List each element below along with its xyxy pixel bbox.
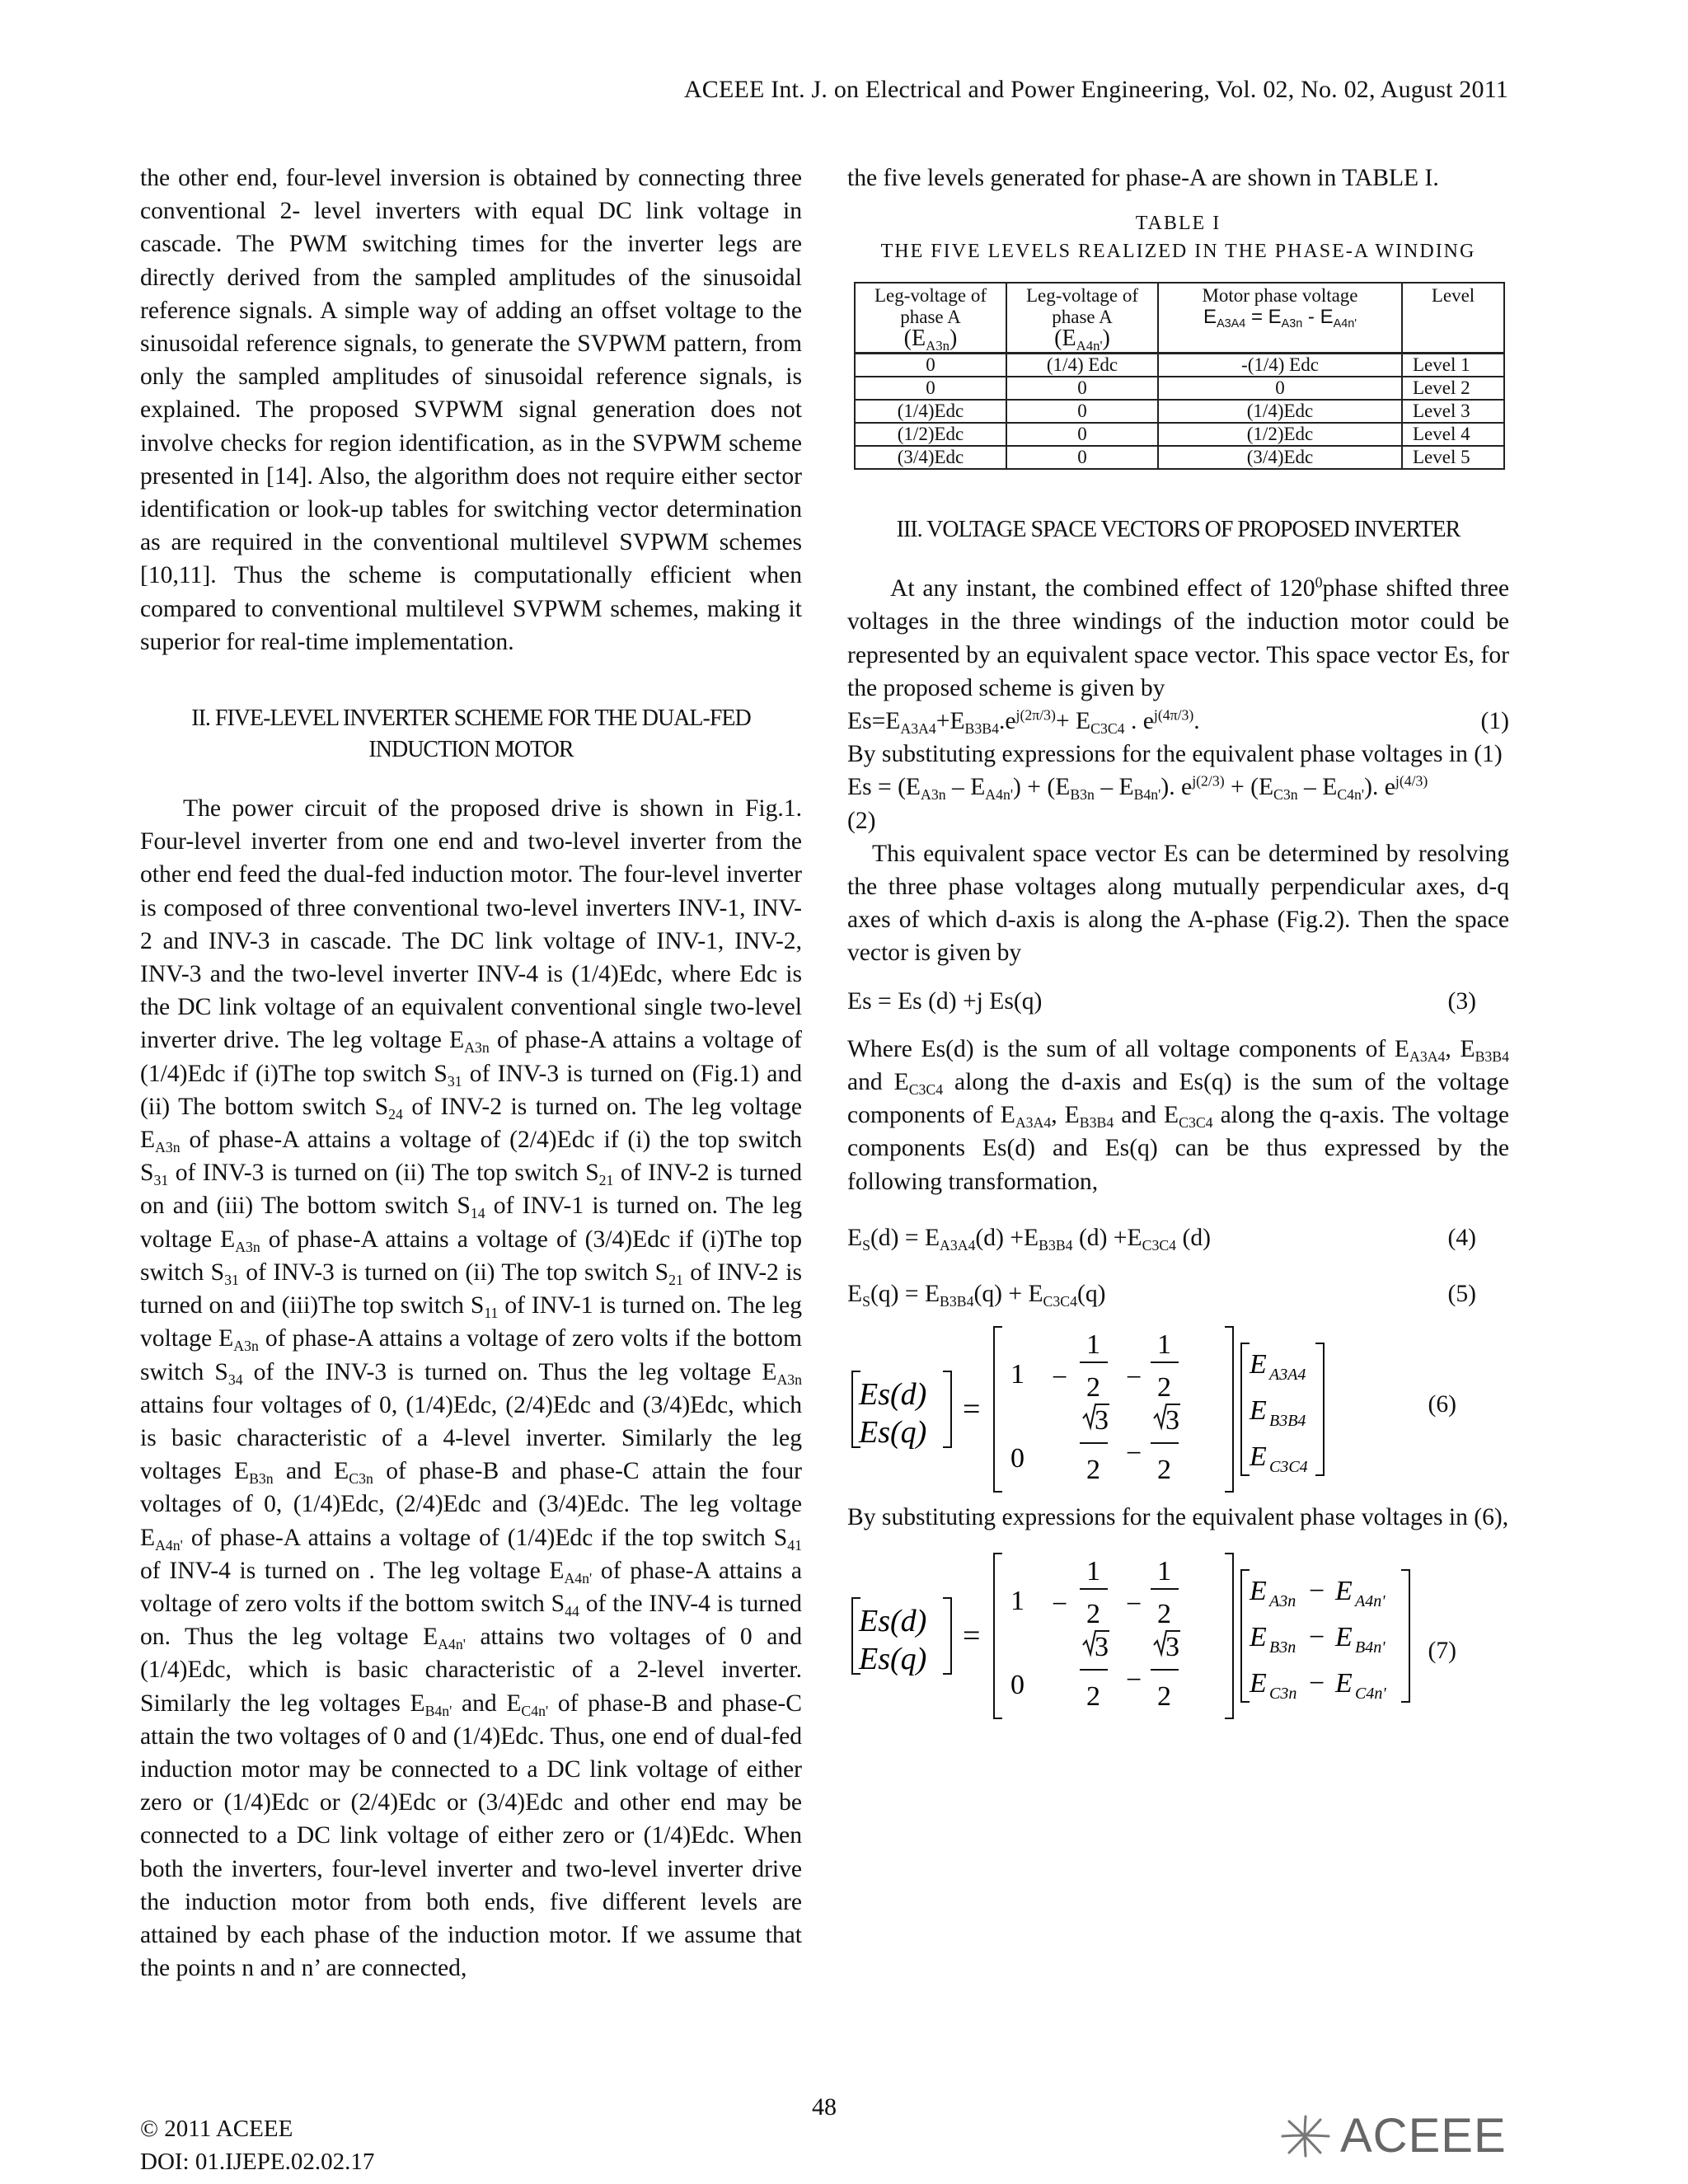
svg-text:2: 2: [1086, 1455, 1100, 1486]
svg-text:E: E: [1250, 1622, 1267, 1653]
svg-text:3: 3: [1165, 1632, 1179, 1663]
table-cell: (1/4) Edc: [1006, 354, 1158, 377]
svg-text:E: E: [1250, 1668, 1267, 1699]
svg-text:1: 1: [1086, 1329, 1100, 1361]
table-cell: 0: [1006, 423, 1158, 446]
equation-7: [847, 1552, 1509, 1721]
equation-4: $E_S(d) = E_{A3A4}(d) +E_{B3B4}$ $(d) +E_{C3C4}$ (d) (4): [847, 1221, 1509, 1254]
svg-text:−: −: [1309, 1668, 1325, 1699]
doi: DOI: 01.IJEPE.02.02.17: [140, 2149, 375, 2175]
right-paragraph-3: This equivalent space vector Es can be determined by resolving the three phase voltages along mutually perpendicular axes, d-q axes of which d-axis is along the A-phase (Fig.2). Then the space vector is given by: [847, 840, 1509, 967]
svg-text:B4n': B4n': [1355, 1638, 1386, 1657]
svg-text:A3A4: A3A4: [1269, 1366, 1306, 1385]
right-intro: the five levels generated for phase-A are shown in TABLE I.: [847, 165, 1439, 191]
equation-1: $Es=E_{A3A4}+E_{B3B4}.e^{j(2\pi/3)}+ E_{C3C4}$ . $e^{j(4\pi/3)}$. (1): [847, 705, 1509, 738]
levels-table: [854, 282, 1505, 470]
table-cell: 0: [1006, 400, 1158, 423]
svg-text:Es(q): Es(q): [859, 1415, 927, 1451]
table-cell: 0: [1158, 377, 1402, 400]
svg-text:2: 2: [1086, 1372, 1100, 1404]
svg-text:C3n: C3n: [1269, 1685, 1297, 1704]
matrix-equation-7-graphic: [847, 1552, 1509, 1721]
svg-text:E: E: [1250, 1576, 1267, 1607]
svg-text:A3n: A3n: [1269, 1592, 1296, 1611]
table-cell: Level 5: [1402, 446, 1504, 469]
svg-text:−: −: [1126, 1362, 1142, 1394]
table-cell: Level 4: [1402, 423, 1504, 446]
left-column: [140, 162, 802, 1985]
table-row: [855, 377, 1504, 400]
table-cell: (1/2)Edc: [855, 423, 1006, 446]
svg-text:=: =: [963, 1392, 981, 1427]
table-cell: (3/4)Edc: [855, 446, 1006, 469]
table-cell: (1/4)Edc: [855, 400, 1006, 423]
equation-number: (3): [1447, 987, 1476, 1015]
table-cell: 0: [1006, 446, 1158, 469]
svg-text:−: −: [1052, 1362, 1068, 1394]
section-2-title: II. FIVE-LEVEL INVERTER SCHEME FOR THE DUAL-FED INDUCTION MOTOR: [191, 705, 751, 763]
aceee-logo: [1278, 2108, 1507, 2163]
equation-6: [847, 1325, 1509, 1494]
table-header-cell: Leg-voltage of phase A $(E_{A3n})$: [855, 283, 1006, 354]
footer: [140, 2112, 374, 2178]
table-cell: 0: [855, 354, 1006, 377]
table-cell: (1/2)Edc: [1158, 423, 1402, 446]
svg-text:0: 0: [1010, 1443, 1025, 1474]
right-column: [847, 162, 1509, 1727]
table-header-row: [855, 283, 1504, 354]
svg-text:1: 1: [1010, 1586, 1025, 1617]
svg-text:B3B4: B3B4: [1269, 1412, 1306, 1431]
equation-number: (7): [1428, 1638, 1456, 1665]
table-cell: 0: [855, 377, 1006, 400]
right-paragraph-2: By substituting expressions for the equivalent phase voltages in (1): [847, 741, 1503, 768]
svg-text:B3n: B3n: [1269, 1638, 1296, 1657]
equation-number: (4): [1447, 1224, 1476, 1251]
svg-text:2: 2: [1157, 1681, 1171, 1713]
table-header-cell: Motor phase voltage $E_{A3A4} = E_{A3n} - E_{A4n'}$: [1158, 283, 1402, 354]
svg-text:3: 3: [1095, 1405, 1109, 1436]
table-header-cell: Level: [1402, 283, 1504, 354]
table-caption-number: TABLE I: [1135, 213, 1221, 235]
page-number: 48: [812, 2093, 837, 2121]
svg-text:Es(q): Es(q): [859, 1642, 927, 1677]
svg-text:2: 2: [1157, 1599, 1171, 1630]
svg-text:−: −: [1126, 1589, 1142, 1620]
equation-5: $E_S(q) = E_{B3B4}(q) + E_{C3C4}(q)$ (5): [847, 1277, 1509, 1310]
aceee-logo-icon: [1278, 2111, 1335, 2161]
svg-text:2: 2: [1157, 1372, 1171, 1404]
matrix-equation-6-graphic: [847, 1325, 1509, 1494]
copyright: © 2011 ACEEE: [140, 2116, 293, 2142]
svg-text:E: E: [1335, 1576, 1353, 1607]
svg-text:1: 1: [1157, 1329, 1171, 1361]
logo-text: ACEEE: [1340, 2109, 1507, 2163]
section-3-title: III. VOLTAGE SPACE VECTORS OF PROPOSED INVERTER: [896, 517, 1461, 543]
left-paragraph-1: the other end, four-level inversion is obtained by connecting three conventional 2- level inverters with equal DC link voltage in cascade. The PWM switching times for the inverter legs are directly derived from the sampled amplitudes of the sinusoidal reference signals. A simple way of adding an offset voltage to the sinusoidal reference signals, to generate the SVPWM pattern, from only the sampled amplitudes of sinusoidal reference signals, is explained. The proposed SVPWM signal generation does not involve checks for region identification, as in the SVPWM scheme presented in [14]. Also, the algorithm does not require either sector identification or look-up tables for switching vector determination as are required in the conventional multilevel SVPWM schemes [10,11]. Thus the scheme is computationally efficient when compared to conventional multilevel SVPWM schemes, making it superior for real-time implementation.: [140, 165, 802, 655]
journal-header: ACEEE Int. J. on Electrical and Power Engineering, Vol. 02, No. 02, August 2011: [683, 76, 1508, 103]
svg-text:Es(d): Es(d): [859, 1377, 927, 1413]
right-paragraph-1: At any instant, the combined effect of $120^0phase$ shifted three voltages in the three windings of the induction motor could be represented by an equivalent space vector. This space vector Es, for the proposed scheme is given by: [847, 574, 1509, 701]
table-cell: -(1/4) Edc: [1158, 354, 1402, 377]
svg-text:−: −: [1309, 1622, 1325, 1653]
svg-text:E: E: [1335, 1668, 1353, 1699]
svg-text:−: −: [1309, 1576, 1325, 1607]
svg-text:−: −: [1052, 1589, 1068, 1620]
table-row: [855, 400, 1504, 423]
table-row: [855, 354, 1504, 377]
table-caption-title: THE FIVE LEVELS REALIZED IN THE PHASE-A WINDING: [880, 241, 1476, 263]
table-row: [855, 423, 1504, 446]
equation-number: (1): [1480, 708, 1509, 735]
svg-text:2: 2: [1086, 1599, 1100, 1630]
svg-text:C3C4: C3C4: [1269, 1458, 1308, 1477]
equation-number: (2): [847, 807, 876, 834]
right-paragraph-5: By substituting expressions for the equivalent phase voltages in (6),: [847, 1504, 1509, 1531]
equation-2: $Es = (E_{A3n} - E_{A4n'}) + (E_{B3n} - E_{B4n'})$. $e^{j(2/3)} + (E_{C3n} - E_{C4n'})$. $e^{j(4/3)}$ (2): [847, 772, 1428, 834]
table-row: [855, 446, 1504, 469]
svg-text:Es(d): Es(d): [859, 1604, 927, 1639]
table-cell: 0: [1006, 377, 1158, 400]
svg-text:=: =: [963, 1619, 981, 1654]
equation-number: (6): [1428, 1391, 1456, 1418]
svg-text:3: 3: [1095, 1632, 1109, 1663]
svg-text:1: 1: [1086, 1556, 1100, 1587]
equation-3: Es = Es (d) +j Es(q) (3): [847, 985, 1509, 1018]
svg-text:−: −: [1126, 1665, 1142, 1696]
svg-text:2: 2: [1086, 1681, 1100, 1713]
equation-number: (5): [1447, 1281, 1476, 1308]
right-paragraph-4: Where Es(d) is the sum of all voltage components of $E_{A3A4}$, $E_{B3B4}$ and $E_{C3C4}$ along the d-axis and Es(q) is the sum of the voltage components of $E_{A3A4}$, $E_{B3B4}$ and $E_{C3C4}$ along the q-axis. The voltage components Es(d) and Es(q) can be thus expressed by the following transformation,: [847, 1035, 1509, 1195]
svg-text:1: 1: [1010, 1359, 1025, 1390]
svg-text:E: E: [1250, 1349, 1267, 1380]
svg-text:A4n': A4n': [1355, 1592, 1386, 1611]
svg-text:E: E: [1335, 1622, 1353, 1653]
svg-text:E: E: [1250, 1441, 1267, 1473]
svg-text:1: 1: [1157, 1556, 1171, 1587]
table-header-cell: Leg-voltage of phase A $(E_{A4n'})$: [1006, 283, 1158, 354]
table-cell: Level 2: [1402, 377, 1504, 400]
svg-text:3: 3: [1165, 1405, 1179, 1436]
table-cell: (3/4)Edc: [1158, 446, 1402, 469]
table-cell: (1/4)Edc: [1158, 400, 1402, 423]
svg-text:E: E: [1250, 1395, 1267, 1427]
left-paragraph-2: The power circuit of the proposed drive is shown in Fig.1. Four-level inverter from one end and two-level inverter from the other end feed the dual-fed induction motor. The four-level inverter is composed of three conventional two-level inverters INV-1, INV-2 and INV-3 in cascade. The DC link voltage of INV-1, INV-2, INV-3 and the two-level inverter INV-4 is (1/4)Edc, where Edc is the DC link voltage of an equivalent conventional single two-level inverter drive. The leg voltage $E_{A3n}$ of phase-A attains a voltage of (1/4)Edc if (i)The top switch $S_{31}$ of INV-3 is turned on (Fig.1) and (ii) The bottom switch $S_{24}$ of INV-2 is turned on. The leg voltage $E_{A3n}$ of phase-A attains a voltage of (2/4)Edc if (i) the top switch $S_{31}$ of INV-3 is turned on (ii) The top switch $S_{21}$ of INV-2 is turned on and (iii) The bottom switch $S_{14}$ of INV-1 is turned on. The leg voltage $E_{A3n}$ of phase-A attains a voltage of (3/4)Edc if (i)The top switch $S_{31}$ of INV-3 is turned on (ii) The top switch $S_{21}$ of INV-2 is turned on and (iii)The top switch $S_{11}$ of INV-1 is turned on. The leg voltage $E_{A3n}$ of phase-A attains a voltage of zero volts if the bottom switch $S_{34}$ of the INV-3 is turned on. Thus the leg voltage $E_{A3n}$ attains four voltages of 0, (1/4)Edc, (2/4)Edc and (3/4)Edc, which is basic characteristic of a 4-level inverter. Similarly the leg voltages $E_{B3n}$ and $E_{C3n}$ of phase-B and phase-C attain the four voltages of 0, (1/4)Edc, (2/4)Edc and (3/4)Edc. The leg voltage $E_{A4n'}$ of phase-A attains a voltage of (1/4)Edc if the top switch $S_{41}$ of INV-4 is turned on . The leg voltage $E_{A4n'}$ of phase-A attains a voltage of zero volts if the bottom switch $S_{44}$ of the INV-4 is turned on. Thus the leg voltage $E_{A4n'}$ attains two voltages of 0 and (1/4)Edc, which is basic characteristic of a 2-level inverter. Similarly the leg voltages $E_{B4n'}$ and $E_{C4n'}$ of phase-B and phase-C attain the two voltages of 0 and (1/4)Edc. Thus, one end of dual-fed induction motor may be connected to a DC link voltage of either zero or (1/4)Edc or (2/4)Edc or (3/4)Edc and other end may be connected to a DC link voltage of either zero or (1/4)Edc. When both the inverters, four-level inverter and two-level inverter drive the induction motor from both ends, five different levels are attained by each phase of the induction motor. If we assume that the points n and n’ are connected,: [140, 795, 803, 1982]
table-cell: Level 3: [1402, 400, 1504, 423]
svg-text:C4n': C4n': [1355, 1685, 1386, 1704]
table-cell: Level 1: [1402, 354, 1504, 377]
svg-text:0: 0: [1010, 1670, 1025, 1701]
svg-text:−: −: [1126, 1438, 1142, 1469]
svg-text:2: 2: [1157, 1455, 1171, 1486]
